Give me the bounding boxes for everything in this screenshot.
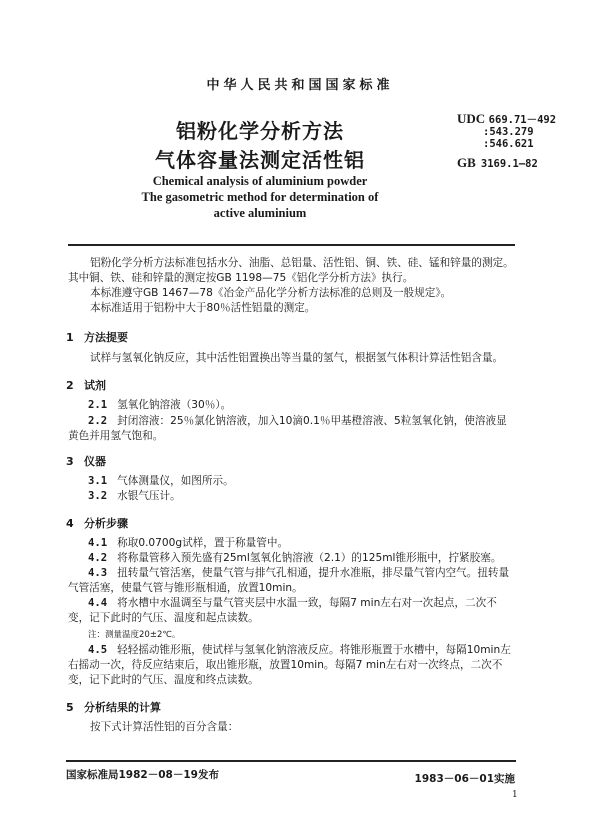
item-2-1: [68, 398, 516, 413]
item-number: 2.1: [88, 399, 108, 411]
item-number: 2.2: [88, 415, 108, 427]
item-4-5: [68, 643, 516, 688]
udc-label: UDC: [457, 111, 486, 126]
item-3-1: [68, 474, 516, 489]
item-number: 4.5: [88, 644, 108, 656]
item-text: 将水槽中水温调至与量气管夹层中水温一致，每隔7 min左右对一次起点，二次不变，记下此时的气压、温度和起点读数。: [68, 597, 497, 624]
item-text: 封闭溶液：25％氯化钠溶液，加入10滴0.1％甲基橙溶液、5粒氢氧化钠，使溶液显黄色并用氢气饱和。: [68, 415, 507, 442]
section-number: 4: [66, 517, 74, 530]
section-5-heading: [66, 699, 161, 715]
measurement-note: 注：测量温度20±2℃。: [88, 630, 181, 640]
title-cn-line1: 铝粉化学分析方法: [176, 119, 344, 143]
section-title: 仪器: [84, 455, 106, 468]
section-title: 方法提要: [84, 331, 128, 344]
issuer-heading: 中华人民共和国国家标准: [206, 78, 394, 93]
item-number: 4.4: [88, 597, 108, 609]
gb-number: 3169.1—82: [480, 158, 538, 170]
item-2-2: [68, 414, 516, 444]
section-number: 5: [66, 701, 74, 714]
header-rule: [68, 244, 515, 246]
gb-label: GB: [457, 155, 476, 170]
item-text: 称取0.0700g试样，置于称量管中。: [117, 537, 289, 549]
title-en-line3: active aluminium: [213, 206, 307, 220]
page-number: 1: [512, 790, 518, 800]
intro-paragraph-2: 本标准遵守GB 1467—78《冶金产品化学分析方法标准的总则及一般规定》。: [90, 287, 452, 299]
section-3-heading: [66, 453, 106, 469]
section-4-heading: [66, 515, 128, 531]
item-number: 3.1: [88, 475, 108, 487]
item-number: 4.1: [88, 537, 108, 549]
title-en-line1: Chemical analysis of aluminium powder: [152, 174, 368, 188]
title-cn-line2: 气体容量法测定活性铝: [155, 148, 365, 172]
section-5-body: 按下式计算活性铝的百分含量：: [90, 721, 239, 733]
issued-date: 国家标准局1982－08－19发布: [66, 769, 219, 781]
section-title: 分析结果的计算: [84, 701, 161, 714]
item-number: 3.2: [88, 490, 108, 502]
item-text: 轻轻摇动锥形瓶，使试样与氢氧化钠溶液反应。将锥形瓶置于水槽中，每隔10min左右摇动一次，待反应结束后，取出锥形瓶，放置10min。每隔7 min左右对一次终点，二次不变，记下此时的气压、温度和终点读数。: [68, 644, 511, 686]
title-en-line2: The gasometric method for determination of: [141, 190, 379, 204]
udc-code-1: 669.71－492: [488, 114, 557, 126]
footer-rule: [66, 760, 516, 762]
item-text: 将称量管移入预先盛有25ml氢氧化钠溶液（2.1）的125ml锥形瓶中，拧紧胶塞。: [117, 552, 502, 564]
section-number: 1: [66, 331, 74, 344]
item-4-2: [68, 551, 516, 566]
item-text: 氢氧化钠溶液（30％）。: [117, 399, 232, 411]
gb-block: [457, 152, 538, 171]
section-1-heading: [66, 329, 128, 345]
udc-code-3: :546.621: [483, 138, 534, 150]
item-text: 水银气压计。: [117, 490, 181, 502]
item-text: 气体测量仪，如图所示。: [117, 475, 234, 487]
section-number: 2: [66, 379, 74, 392]
effective-date: 1983－06－01实施: [414, 773, 515, 785]
intro-paragraph-1: 铝粉化学分析方法标准包括水分、油脂、总铝量、活性铝、铜、铁、硅、锰和锌量的测定。其中铜、铁、硅和锌量的测定按GB 1198—75《铝化学分析方法》执行。: [68, 257, 514, 284]
section-number: 3: [66, 455, 74, 468]
section-title: 试剂: [84, 379, 106, 392]
section-title: 分析步骤: [84, 517, 128, 530]
intro-paragraph-3: 本标准适用于铝粉中大于80％活性铝量的测定。: [90, 302, 316, 314]
item-number: 4.3: [88, 567, 108, 579]
item-number: 4.2: [88, 552, 108, 564]
item-text: 扭转量气管活塞，使量气管与排气孔相通，提升水准瓶，排尽量气管内空气。扭转量气管活塞，使量气管与锥形瓶相通，放置10min。: [68, 567, 510, 594]
section-2-heading: [66, 377, 106, 393]
section-1-body: 试样与氢氧化钠反应，其中活性铝置换出等当量的氢气，根据氢气体积计算活性铝含量。: [90, 352, 504, 364]
item-4-3: [68, 566, 516, 596]
udc-block: [457, 113, 556, 150]
item-4-1: [68, 536, 516, 551]
item-3-2: [68, 489, 516, 504]
udc-code-2: :543.279: [483, 126, 534, 138]
item-4-4: [68, 596, 516, 626]
